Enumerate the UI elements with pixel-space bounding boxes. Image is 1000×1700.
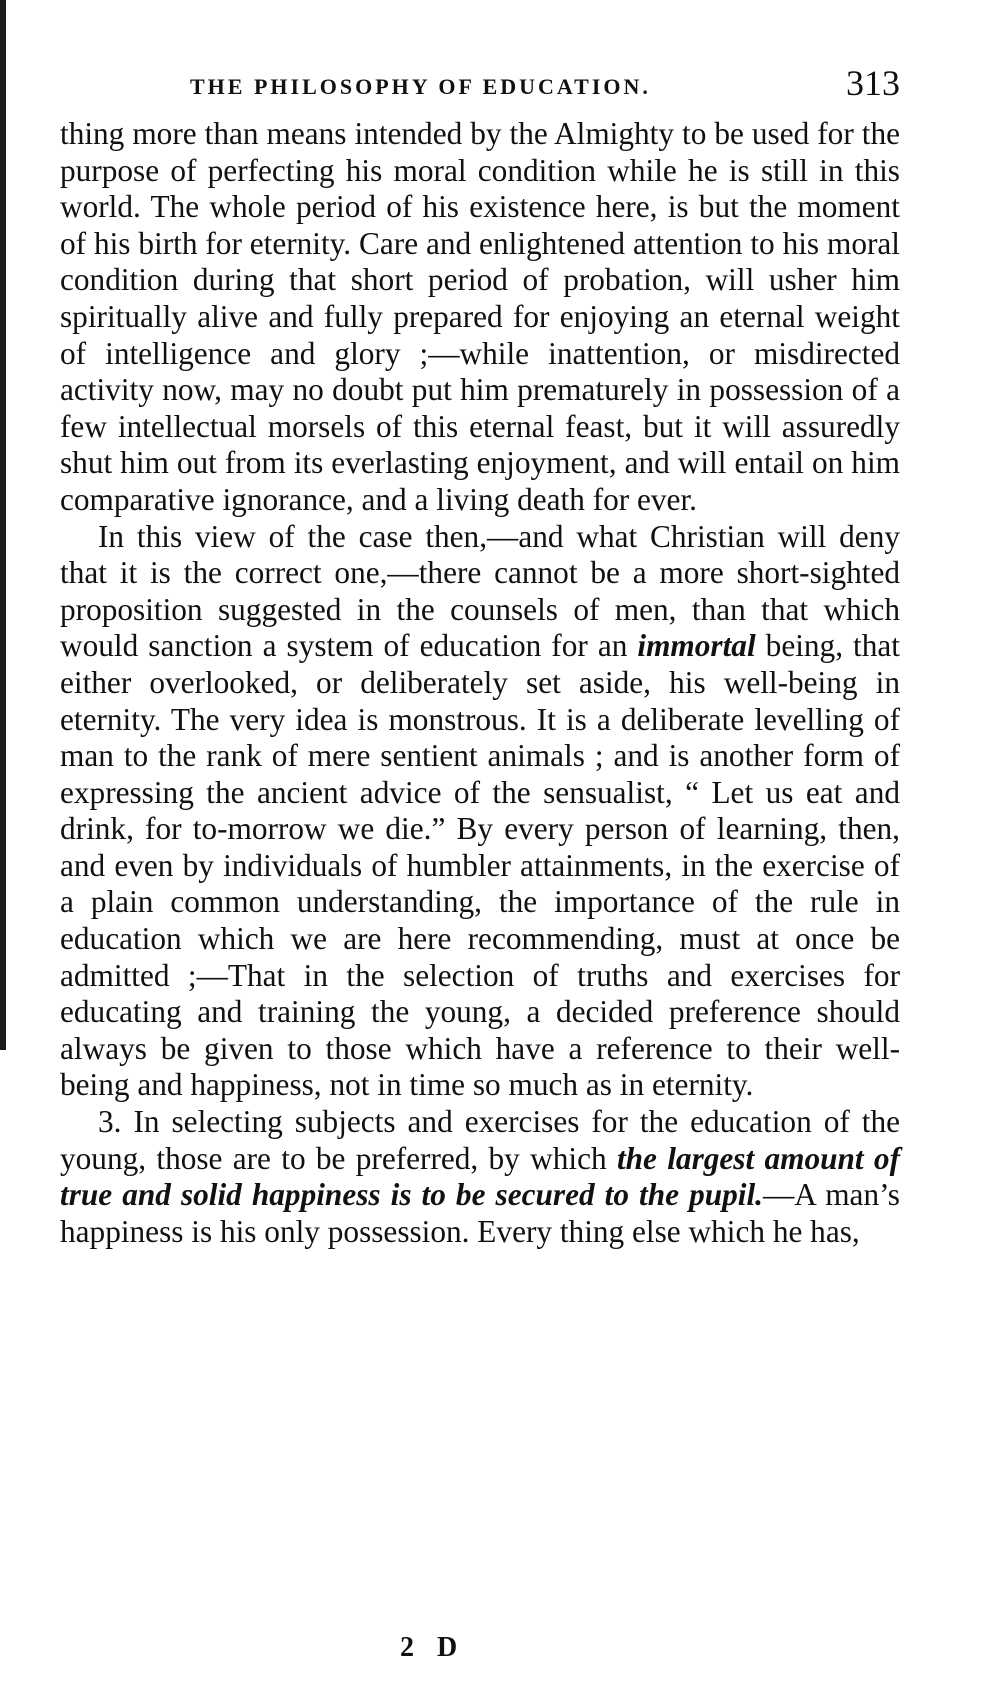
page-header	[60, 62, 900, 112]
page-edge-rule	[0, 0, 6, 1050]
paragraph-text: —A man’s happiness is his only possession. Every thing else which he has,	[60, 1177, 900, 1249]
paragraph-text: 3. In selecting subjects and exercises for the education of the young, those are to be preferred, by which	[60, 1104, 900, 1176]
paragraph-christian-view	[60, 519, 900, 1105]
emphasis-happiness-rule: the largest amount of true and solid happiness is to be secured to the pupil.	[60, 1140, 901, 1213]
paragraph-continued	[60, 116, 900, 519]
page-body	[60, 116, 900, 1250]
paragraph-text: thing more than means intended by the Almighty to be used for the purpose of perfecting his moral condition while he is still in this world. The whole period of his existence here, is but the moment of his birth for eternity. Care and enlightened attention to his moral condition during that short period of probation, will usher him spiritually alive and fully prepared for enjoying an eternal weight of intelligence and glory ;—while inattention, or misdirected activity now, may no doubt put him prematurely in possession of a few intellectual morsels of this eternal feast, but it will assuredly shut him out from its everlasting enjoyment, and will entail on him comparative ignorance, and a living death for ever.	[60, 116, 900, 517]
paragraph-text: being, that either overlooked, or deliberately set aside, his well-being in eternity. The very idea is monstrous. It is a deliberate levelling of man to the rank of mere sentient animals ; and is another form of expressing the ancient advice of the sensualist, “ Let us eat and drink, for to-morrow we die.” By every person of learning, then, and even by individuals of humbler attainments, in the exercise of a plain common understanding, the importance of the rule in education which we are here recommending, must at once be admitted ;—That in the selection of truths and exercises for educating and training the young, a decided preference should always be given to those which have a reference to their well-being and happiness, not in time so much as in eternity.	[60, 628, 900, 1103]
paragraph-text: In this view of the case then,—and what Christian will deny that it is the correct one,—there cannot be a more short-sighted proposition suggested in the counsels of men, than that which would sanction a system of education for an	[60, 518, 900, 664]
emphasis-immortal: immortal	[637, 628, 756, 664]
paragraph-rule-3	[60, 1104, 900, 1250]
page-number: 313	[846, 63, 900, 103]
running-title: THE PHILOSOPHY OF EDUCATION.	[190, 74, 651, 99]
signature-mark: 2 D	[400, 1632, 466, 1663]
